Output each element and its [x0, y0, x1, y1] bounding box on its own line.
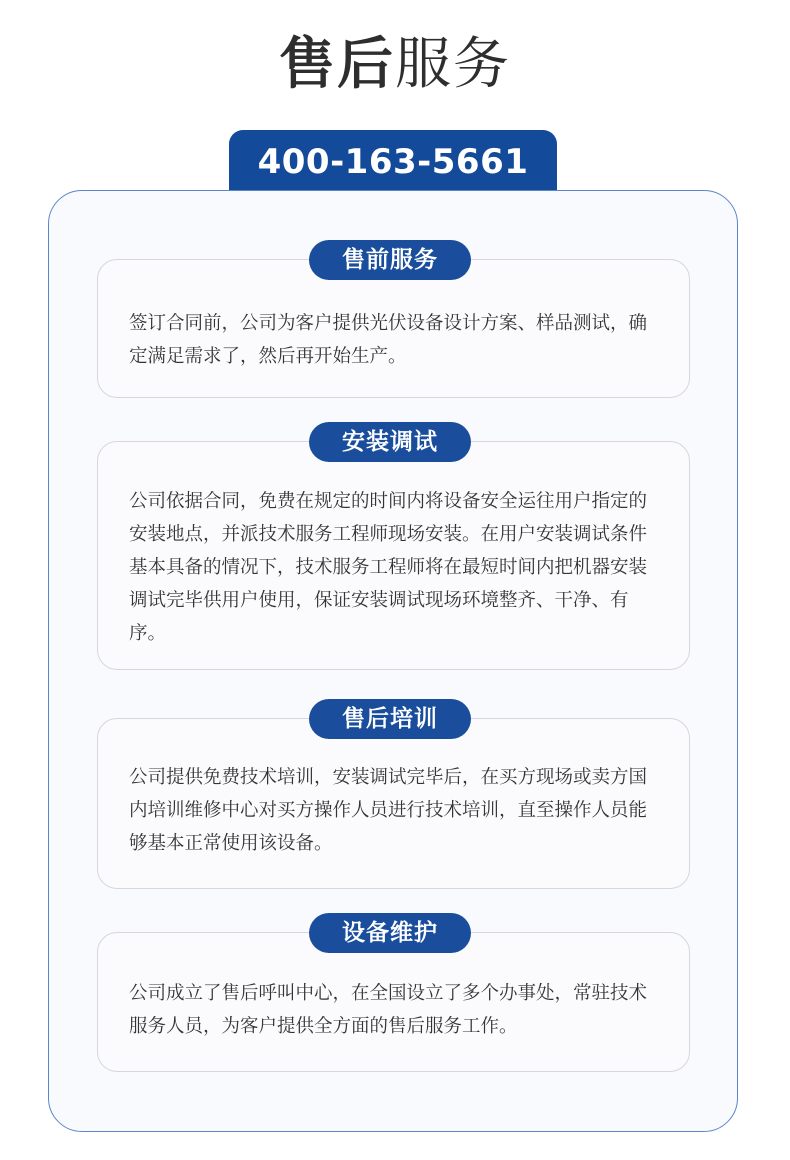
page-title-bold: 售后 — [279, 32, 395, 97]
section-title-badge: 售后培训 — [309, 699, 471, 739]
hotline-phone-number[interactable]: 400-163-5661 — [229, 130, 557, 192]
page-title — [0, 30, 790, 100]
section-description: 公司依据合同，免费在规定的时间内将设备安全运往用户指定的安装地点，并派技术服务工程师现场安装。在用户安装调试条件基本具备的情况下，技术服务工程师将在最短时间内把机器安装调试完毕供用户使用，保证安装调试现场环境整齐、干净、有序。 — [129, 491, 648, 644]
page-title-light: 服务 — [395, 32, 511, 97]
section-card — [97, 718, 690, 889]
section-description: 公司成立了售后呼叫中心，在全国设立了多个办事处，常驻技术服务人员，为客户提供全方面的售后服务工作。 — [129, 983, 648, 1037]
section-description: 公司提供免费技术培训，安装调试完毕后，在买方现场或卖方国内培训维修中心对买方操作人员进行技术培训，直至操作人员能够基本正常使用该设备。 — [129, 767, 648, 854]
section-card — [97, 932, 690, 1072]
section-title-badge: 设备维护 — [309, 913, 471, 953]
section-description: 签订合同前，公司为客户提供光伏设备设计方案、样品测试，确定满足需求了，然后再开始生产。 — [129, 313, 648, 367]
section-title-badge: 售前服务 — [309, 240, 471, 280]
section-card — [97, 441, 690, 670]
section-title-badge: 安装调试 — [309, 422, 471, 462]
